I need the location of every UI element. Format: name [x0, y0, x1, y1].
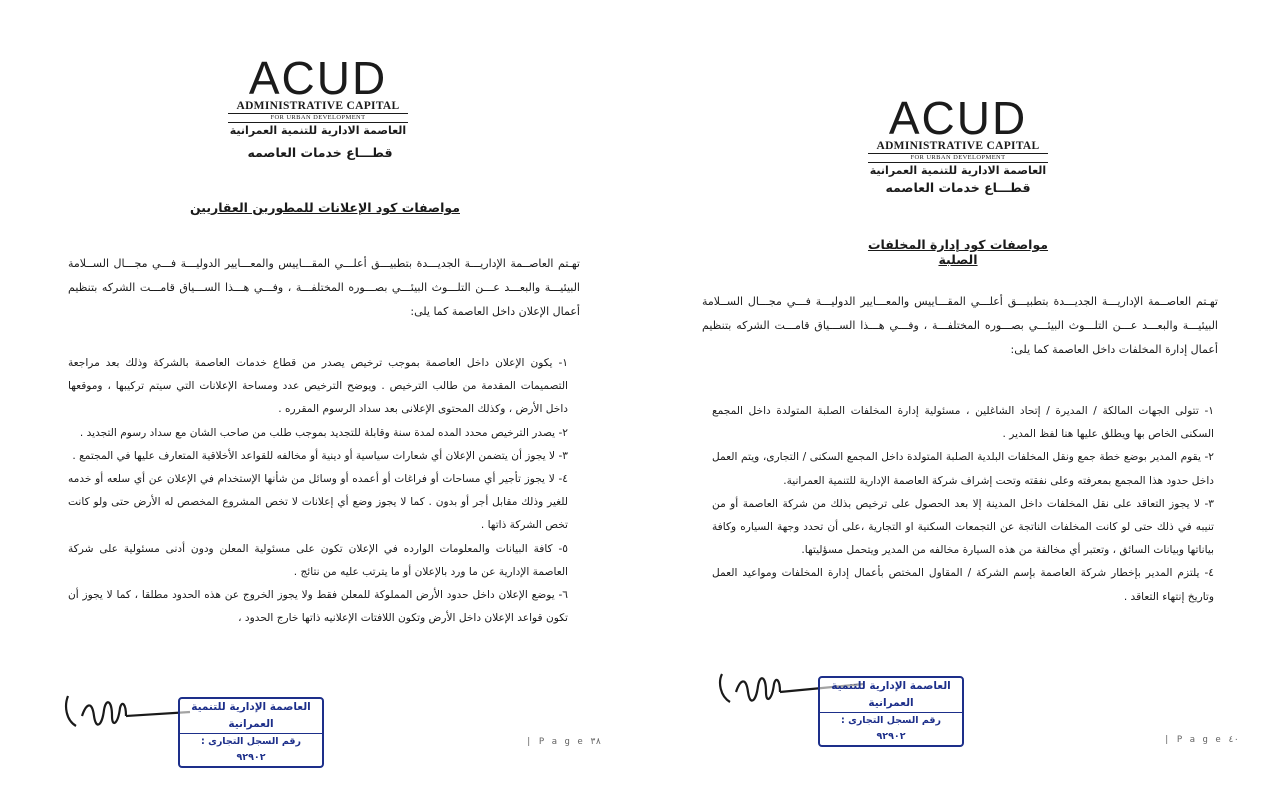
logo-english-sub: FOR URBAN DEVELOPMENT	[228, 113, 408, 123]
clause-item: ٣- لا يجوز التعاقد على نقل المخلفات داخل المدينة إلا بعد الحصول على ترخيص بذلك من شركة العاصمة أو من تنيبه في ذلك حتى لو كانت المخلفات الناتجة عن التجمعات السكنية او التجارية ،على أن تحدد وجهة السياره وكافة بياناتها وبيانات السائق ، وتعتبر أي مخالفة من هذه السيارة مخالفه من المدير ويتحمل مسؤليتها.	[712, 497, 1214, 557]
logo-english: ADMINISTRATIVE CAPITAL	[236, 100, 400, 112]
clause-item: ٦- يوضع الإعلان داخل حدود الأرض المملوكة للمعلن فقط ولا يجوز الخروج عن هذه الحدود مطلقا ، كما لا يجوز أن تكون قواعد الإعلان داخل الأرض وتكون اللافتات الإعلانيه ذاتها خارج الحدود ،	[68, 589, 568, 625]
page-number: | P a g e ٣٨	[526, 737, 602, 747]
stamp-line-2: رقم السجل التجارى : ٩٢٩٠٢	[841, 715, 941, 742]
sector-heading: قطـــاع خدمات العاصمه	[247, 145, 393, 160]
intro-paragraph: تهـتم العاصــمة الإداريـــة الجديـــدة بتطبيـــق أعلـــي المقـــاييس والمعـــايير الدوليـــة فـــي مجـــال الســلامة البيئيـــة والبعـــد عـــن التلـــوث البيئـــي بصـــوره المختلفـــة ، وفـــي هـــذا الســـياق قامـــت الشركه بتنظيم أعمال الإعلان داخل العاصمة كما يلى:	[68, 257, 580, 318]
document-title: مواصفات كود إدارة المخلفات الصلبة	[867, 237, 1049, 267]
logo-english: ADMINISTRATIVE CAPITAL	[876, 140, 1040, 152]
logo-arabic: العاصمة الادارية للتنمية العمرانية	[869, 164, 1047, 177]
clause-item: ٤- يلتزم المدير بإخطار شركة العاصمة بإسم الشركة / المقاول المختص بأعمال إدارة المخلفات ومواعيد العمل وتاريخ إنتهاء التعاقد .	[712, 567, 1214, 603]
clause-item: ٢- يقوم المدير بوضع خطة جمع ونقل المخلفات البلدية الصلبة المتولدة داخل المجمع السكنى / التجارى، ويتم العمل داخل حدود هذا المجمع بمعرفته وعلى نفقته وتحت إشراف شركة العاصمة الإدارية للتنمية العمرانية.	[712, 451, 1214, 487]
acud-logo	[222, 52, 414, 138]
document-page-right	[640, 0, 1280, 799]
clause-item: ٤- لا يجوز تأجير أي مساحات أو فراغات أو أعمده أو وسائل من شأنها الإستخدام في الإعلان عن أي سلعه أو خدمه للغير وذلك مقابل أجر أو بدون . كما لا يجوز وضع أي إعلانات لا تخص المشروع المخصص له الأرض حتى ولو كانت تخص الشركة ذاتها .	[68, 473, 568, 532]
stamp-line-2: رقم السجل التجارى : ٩٢٩٠٢	[201, 736, 301, 763]
clause-item: ٣- لا يجوز أن يتضمن الإعلان أي شعارات سياسية أو دينية أو مخالفه للقواعد الأخلاقية المتعارف عليها في المجتمع .	[72, 449, 568, 462]
logo-mark: ACUD	[888, 92, 1028, 144]
clauses-list	[68, 352, 568, 630]
clause-item: ١- تتولى الجهات المالكة / المديرة / إتحاد الشاغلين ، مسئولية إدارة المخلفات الصلبة المتولدة داخل المجمع السكنى الخاص بها ويطلق عليها هنا لفظ المدير .	[712, 405, 1214, 441]
document-title: مواصفات كود الإعلانات للمطورين العقاريين	[190, 200, 460, 215]
company-stamp	[178, 697, 324, 768]
clauses-list	[712, 400, 1214, 609]
acud-logo	[862, 92, 1054, 178]
sector-heading: قطـــاع خدمات العاصمه	[885, 180, 1031, 195]
logo-mark: ACUD	[248, 52, 388, 104]
page-number: | P a g e ٤٠	[1164, 735, 1240, 745]
stamp-line-1: العاصمة الإدارية للتنمية العمرانية	[180, 699, 322, 734]
clause-item: ٢- يصدر الترخيص محدد المده لمدة سنة وقابلة للتجديد بموجب طلب من صاحب الشان مع سداد رسوم التجديد .	[79, 426, 568, 439]
clause-item: ٥- كافة البيانات والمعلومات الوارده في الإعلان تكون على مسئولية المعلن ودون أدنى مسئولية على شركة العاصمة الإدارية عن ما ورد بالإعلان أو ما يترتب عليه من نتائج .	[68, 542, 568, 578]
logo-arabic: العاصمة الادارية للتنمية العمرانية	[229, 124, 407, 137]
logo-english-sub: FOR URBAN DEVELOPMENT	[868, 153, 1048, 163]
signature-mark	[62, 686, 192, 746]
company-stamp	[818, 676, 964, 747]
intro-paragraph: تهـتم العاصــمة الإداريـــة الجديـــدة بتطبيـــق أعلـــي المقـــاييس والمعـــايير الدوليـــة فـــي مجـــال الســلامة البيئيـــة والبعـــد عـــن التلـــوث البيئـــي بصـــوره المختلفـــة ، وفـــي هـــذا الســـياق قامـــت الشركه بتنظيم أعمال إدارة المخلفات داخل العاصمة كما يلى:	[702, 295, 1218, 356]
clause-item: ١- يكون الإعلان داخل العاصمة بموجب ترخيص يصدر من قطاع خدمات العاصمة بالشركة وذلك بعد مراجعة التصميمات المقدمة من طالب الترخيص . ويوضح الترخيص عدد ومساحة الإعلانات التي سيتم تركيبها ، وموقعها داخل الأرض ، وكذلك المحتوى الإعلانى بعد سداد الرسوم المقرره .	[68, 357, 568, 416]
stamp-line-1: العاصمة الإدارية للتنمية العمرانية	[820, 678, 962, 713]
